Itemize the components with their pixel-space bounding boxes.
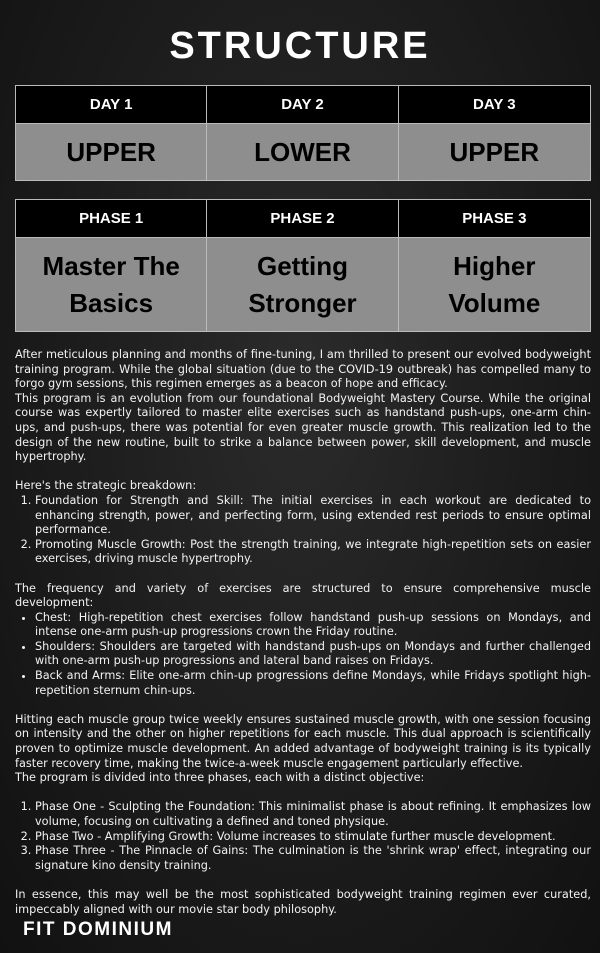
- day-3-value: UPPER: [399, 124, 590, 180]
- twice-weekly-paragraph: Hitting each muscle group twice weekly ensures sustained muscle growth, with one session focusing on intensity and the other on higher repetitions for each muscle. This dual approach is scientifically proven to optimize muscle development. An added advantage of bodyweight training is its typically faster recovery time, making the twice-a-week muscle engagement particularly effective.: [15, 712, 591, 770]
- intro-paragraph: After meticulous planning and months of fine-tuning, I am thrilled to present our evolved bodyweight training program. While the global situation (due to the COVID-19 outbreak) has compelled many to forgo gym sessions, this regimen emerges as a beacon of hope and efficacy.: [15, 348, 591, 391]
- phase-3-header: PHASE 3: [399, 200, 590, 238]
- list-item: • Shoulders: Shoulders are targeted with handstand push-ups on Mondays and further challenged with one-arm push-up progressions and lateral band raises on Fridays.: [35, 640, 591, 669]
- breakdown-heading: Here's the strategic breakdown:: [15, 479, 197, 493]
- list-item: 3. Phase Three - The Pinnacle of Gains: The culmination is the 'shrink wrap' effect, integrating our signature kino density training.: [35, 844, 591, 873]
- list-item: 2. Promoting Muscle Growth: Post the strength training, we integrate high-repetition sets on easier exercises, driving muscle hypertrophy.: [35, 538, 591, 567]
- phase-1-header: PHASE 1: [16, 200, 207, 238]
- list-item: 1. Phase One - Sculpting the Foundation: This minimalist phase is about refining. It emphasizes low volume, focusing on cultivating a defined and toned physique.: [35, 800, 591, 829]
- day-1-value: UPPER: [16, 124, 207, 180]
- phase-3-value: Higher Volume: [399, 238, 590, 331]
- phase-1-value: Master The Basics: [16, 238, 207, 331]
- list-item: 1. Foundation for Strength and Skill: The initial exercises in each workout are dedicated to enhancing strength, power, and perfecting form, using extended rest periods to ensure optimal performance.: [35, 494, 591, 538]
- list-item: • Back and Arms: Elite one-arm chin-up progressions define Mondays, while Fridays spotlight high-repetition sternum chin-ups.: [35, 669, 591, 698]
- day-2-value: LOWER: [207, 124, 398, 180]
- day-1-header: DAY 1: [16, 86, 207, 124]
- page-title: STRUCTURE: [169, 25, 431, 67]
- frequency-list: [15, 611, 591, 699]
- phases-table: [15, 199, 591, 332]
- phase-2-value: Getting Stronger: [207, 238, 398, 331]
- list-item: 2. Phase Two - Amplifying Growth: Volume increases to stimulate further muscle development.: [35, 830, 591, 845]
- day-3-header: DAY 3: [399, 86, 590, 124]
- body-text: [15, 348, 591, 917]
- closing-paragraph: In essence, this may well be the most sophisticated bodyweight training regimen ever curated, impeccably aligned with our movie star body philosophy.: [15, 887, 591, 916]
- day-2-header: DAY 2: [207, 86, 398, 124]
- phase-list: [15, 800, 591, 873]
- phases-heading: The program is divided into three phases, each with a distinct objective:: [15, 771, 425, 785]
- list-item: • Chest: High-repetition chest exercises follow handstand push-up sessions on Mondays, and intense one-arm push-up progressions crown the Friday routine.: [35, 611, 591, 640]
- brand-footer: FIT DOMINIUM: [23, 919, 173, 940]
- phase-2-header: PHASE 2: [207, 200, 398, 238]
- breakdown-list: [15, 494, 591, 567]
- days-table: [15, 85, 591, 181]
- frequency-heading: The frequency and variety of exercises are structured to ensure comprehensive muscle development:: [15, 581, 591, 610]
- intro-paragraph: This program is an evolution from our foundational Bodyweight Mastery Course. While the original course was expertly tailored to master elite exercises such as handstand push-ups, one-arm chin-ups, and push-ups, there was potential for even greater muscle growth. This realization led to the design of the new routine, built to strike a balance between power, skill development, and muscle hypertrophy.: [15, 391, 591, 464]
